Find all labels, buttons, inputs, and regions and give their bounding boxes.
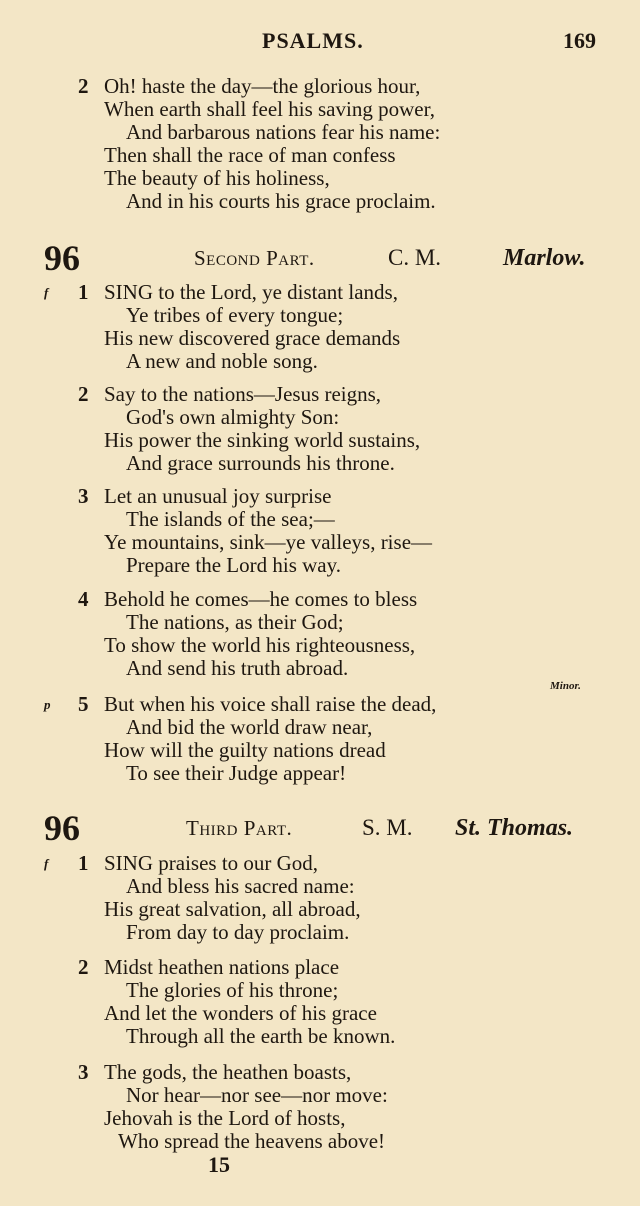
verse-line: How will the guilty nations dread <box>104 738 386 762</box>
verse-line: His great salvation, all abroad, <box>104 897 361 921</box>
hymn-part: Third Part. <box>186 816 293 840</box>
verse-line: Behold he comes—he comes to bless <box>104 587 418 611</box>
verse-line: To see their Judge appear! <box>126 761 347 785</box>
hymn-number: 96 <box>44 238 80 278</box>
verse-line: Let an unusual joy surprise <box>104 484 332 508</box>
verse-line: The nations, as their God; <box>126 610 344 634</box>
page-number: 169 <box>563 28 596 53</box>
page-header <box>0 28 640 58</box>
verse-line: The gods, the heathen boasts, <box>104 1060 352 1084</box>
verse-line: And bless his sacred name: <box>126 874 355 898</box>
verse-line: And send his truth abroad. <box>126 656 349 680</box>
stanza-number: 3 <box>78 484 89 508</box>
verse-line: SING praises to our God, <box>104 851 319 875</box>
signature-mark: 15 <box>208 1152 230 1177</box>
verse-line: But when his voice shall raise the dead, <box>104 692 437 716</box>
verse-line: God's own almighty Son: <box>126 405 340 429</box>
verse-line: And barbarous nations fear his name: <box>126 120 441 144</box>
margin-note: Minor. <box>550 680 581 692</box>
hymn-tune: Marlow. <box>503 245 586 271</box>
verse-line: Oh! haste the day—the glorious hour, <box>104 74 421 98</box>
verse-line: His new discovered grace demands <box>104 326 401 350</box>
verse-line: And let the wonders of his grace <box>104 1001 377 1025</box>
verse-line: Then shall the race of man confess <box>104 143 396 167</box>
stanza-number: 1 <box>78 280 89 304</box>
hymn-tune: St. Thomas. <box>455 815 574 841</box>
verse-line: The islands of the sea;— <box>126 507 335 531</box>
verse-line: SING to the Lord, ye distant lands, <box>104 280 398 304</box>
verse-line: The beauty of his holiness, <box>104 166 330 190</box>
verse-line: And bid the world draw near, <box>126 715 373 739</box>
hymn-part: Second Part. <box>194 246 315 270</box>
verse-line: And grace surrounds his throne. <box>126 451 395 475</box>
verse-line: Nor hear—nor see—nor move: <box>126 1083 388 1107</box>
verse-line: A new and noble song. <box>126 349 318 373</box>
verse-line: Through all the earth be known. <box>126 1024 396 1048</box>
verse-line: Say to the nations—Jesus reigns, <box>104 382 382 406</box>
verse-line: Prepare the Lord his way. <box>126 553 341 577</box>
verse-line: And in his courts his grace proclaim. <box>126 189 436 213</box>
hymn-meter: S. M. <box>362 815 413 840</box>
dynamic-mark: f <box>44 856 49 871</box>
stanza-number: 2 <box>78 74 89 98</box>
verse-line: When earth shall feel his saving power, <box>104 97 435 121</box>
running-title: PSALMS. <box>262 28 364 53</box>
stanza-number: 3 <box>78 1060 89 1084</box>
verse-line: Ye tribes of every tongue; <box>126 303 344 327</box>
verse-line: To show the world his righteousness, <box>104 633 416 657</box>
hymn-heading <box>0 238 640 278</box>
verse-line: From day to day proclaim. <box>126 920 350 944</box>
hymn-heading <box>0 808 640 848</box>
hymn-number: 96 <box>44 808 80 848</box>
verse-line: Midst heathen nations place <box>104 955 340 979</box>
verse-line: Jehovah is the Lord of hosts, <box>104 1106 346 1130</box>
verse-line: The glories of his throne; <box>126 978 339 1002</box>
verse-line: His power the sinking world sustains, <box>104 428 421 452</box>
verse-line: Who spread the heavens above! <box>118 1129 386 1153</box>
verse-line: Ye mountains, sink—ye valleys, rise— <box>104 530 433 554</box>
stanza-number: 5 <box>78 692 89 716</box>
stanza-number: 2 <box>78 382 89 406</box>
stanza-number: 2 <box>78 955 89 979</box>
dynamic-mark: f <box>44 285 49 300</box>
dynamic-mark: p <box>44 697 51 712</box>
hymn-meter: C. M. <box>388 245 442 270</box>
stanza-number: 4 <box>78 587 89 611</box>
stanza-number: 1 <box>78 851 89 875</box>
